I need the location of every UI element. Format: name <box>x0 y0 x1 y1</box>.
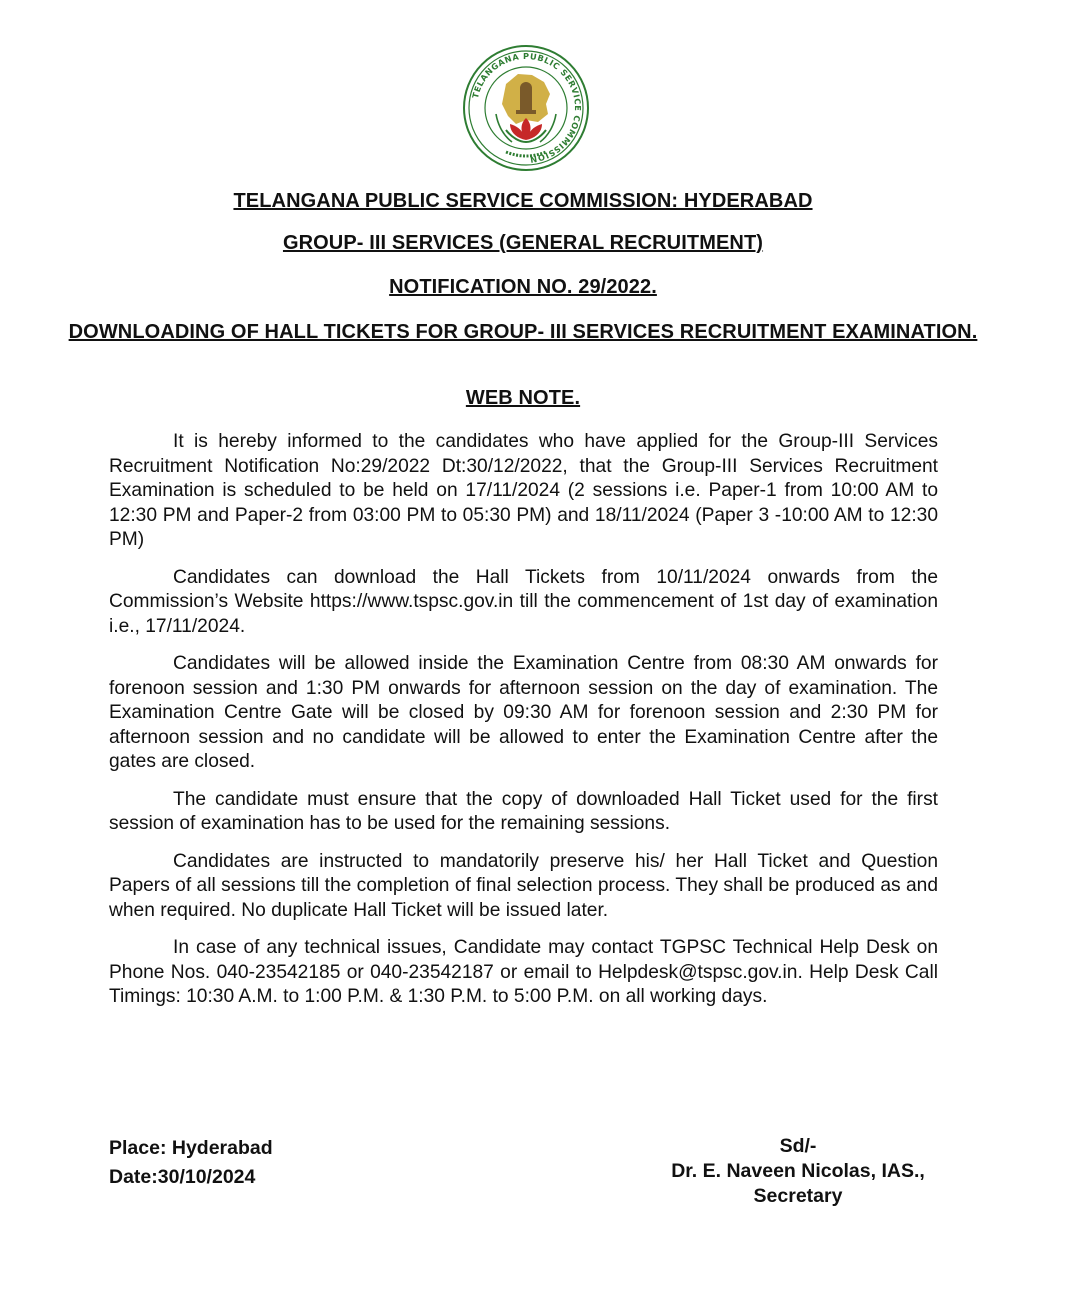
logo-ring-text: TELANGANA PUBLIC SERVICE COMMISSION <box>470 50 584 165</box>
subject-heading: DOWNLOADING OF HALL TICKETS FOR GROUP- III SERVICES RECRUITMENT EXAMINATION. <box>68 321 978 343</box>
tspsc-emblem-svg <box>462 44 590 172</box>
paragraph-exam-schedule: It is hereby informed to the candidates who have applied for the Group-III Services Recruitment Notification No:29/2022 Dt:30/12/2022, that the Group-III Services Recruitment Examination is scheduled to be held on 17/11/2024 (2 sessions i.e. Paper-1 from 10:00 AM to 12:30 PM and Paper-2 from 03:00 PM to 05:30 PM) and 18/11/2024 (Paper 3 -10:00 AM to 12:30 PM) <box>109 431 938 550</box>
notice-body <box>109 430 938 1023</box>
web-note-heading: WEB NOTE. <box>465 387 581 409</box>
signed-mark: Sd/- <box>779 1135 817 1157</box>
signature-block <box>640 1134 956 1209</box>
paragraph-hall-ticket-download: Candidates can download the Hall Tickets from 10/11/2024 onwards from the Commission’s Website https://www.tspsc.gov.in till the commencement of 1st day of examination i.e., 17/11/2024. <box>109 566 938 637</box>
paragraph-preserve-documents: Candidates are instructed to mandatorily preserve his/ her Hall Ticket and Question Papers of all sessions till the completion of final selection process. They shall be produced as and when required. No duplicate Hall Ticket will be issued later. <box>109 850 938 921</box>
tspsc-emblem-icon <box>462 44 590 172</box>
notification-number-heading: NOTIFICATION NO. 29/2022. <box>389 276 657 298</box>
place-label: Place: Hyderabad <box>109 1137 273 1159</box>
signatory-name: Dr. E. Naveen Nicolas, IAS., <box>671 1160 925 1182</box>
paragraph-entry-timings: Candidates will be allowed inside the Examination Centre from 08:30 AM onwards for forenoon session and 1:30 PM onwards for afternoon session on the day of examination. The Examination Centre Gate will be closed by 09:30 AM for forenoon session and 2:30 PM for afternoon session and no candidate will be allowed to enter the Examination Centre after the gates are closed. <box>109 653 938 772</box>
place-date-block <box>109 1134 273 1192</box>
paragraph-hall-ticket-copy: The candidate must ensure that the copy of downloaded Hall Ticket used for the first session of examination has to be used for the remaining sessions. <box>109 788 938 834</box>
commission-heading: TELANGANA PUBLIC SERVICE COMMISSION: HYDERABAD <box>233 190 813 212</box>
services-heading: GROUP- III SERVICES (GENERAL RECRUITMENT) <box>282 232 764 254</box>
signatory-title: Secretary <box>753 1185 843 1207</box>
paragraph-help-desk: In case of any technical issues, Candidate may contact TGPSC Technical Help Desk on Phone Nos. 040-23542185 or 040-23542187 or email to Helpdesk@tspsc.gov.in. Help Desk Call Timings: 10:30 A.M. to 1:00 P.M. & 1:30 P.M. to 5:00 P.M. on all working days. <box>109 937 938 1007</box>
date-label: Date:30/10/2024 <box>109 1166 256 1188</box>
